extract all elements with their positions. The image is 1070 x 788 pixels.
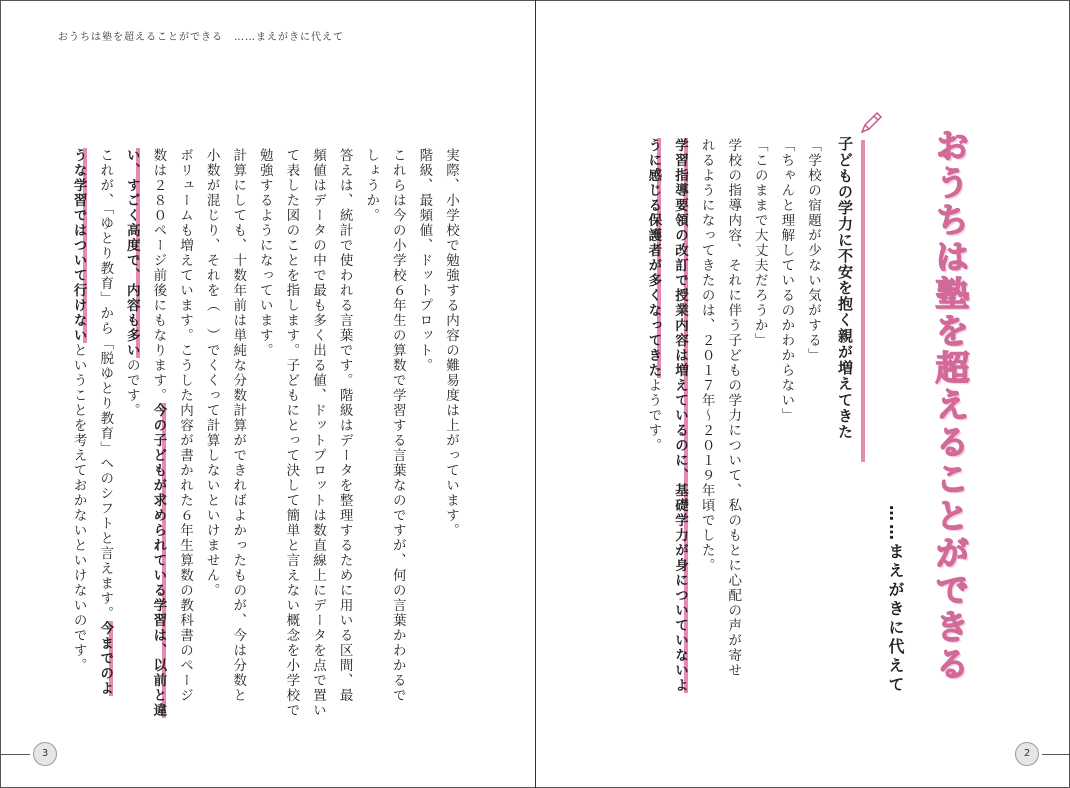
body-text: ということを考えておかないといけないのです。 [70, 343, 87, 673]
body-text: しょうか。 [363, 148, 380, 223]
text-column [411, 148, 437, 373]
section-heading-bar [861, 140, 865, 462]
body-text: ようです。 [645, 378, 662, 453]
emphasis-text: 今の子どもが求められている学習は、以前と違 [150, 403, 167, 718]
body-text: 勉強するようになっています。 [256, 148, 273, 358]
text-column [358, 148, 384, 223]
text-column [385, 148, 411, 703]
body-text: のです。 [123, 358, 140, 418]
body-text: 小数が混じり、それを（ ）でくくって計算しないといけません。 [203, 148, 220, 598]
text-column [332, 148, 358, 703]
body-text: 「ちゃんと理解しているのかわからない」 [778, 138, 795, 423]
gutter-line [535, 0, 536, 788]
body-text: 頻値はデータの中で最も多く出る値、ドットプロットは数直線上にデータを点で置い [310, 148, 326, 718]
chapter-subtitle: ……まえがきに代えて [886, 505, 905, 695]
text-column [252, 148, 278, 358]
running-head: おうちは塾を超えることができる ……まえがきに代えて [58, 32, 344, 43]
body-text: 数は２８０ページ前後にもなります。 [150, 148, 167, 403]
text-column [720, 138, 746, 678]
body-text: 答えは、統計で使われる言葉です。階級はデータを整理するために用いる区間、最 [336, 148, 353, 703]
text-column [278, 148, 304, 718]
text-column [305, 148, 331, 718]
text-column [800, 138, 826, 363]
text-column [694, 138, 720, 573]
text-column [199, 148, 225, 598]
text-column [225, 148, 251, 703]
text-column [747, 138, 773, 348]
text-column [640, 138, 666, 453]
text-column [66, 148, 92, 673]
page-number-rule-left [0, 754, 30, 755]
body-text: ボリュームも増えています。こうした内容が書かれた６年生算数の教科書のページ [177, 148, 193, 703]
body-text: これらは今の小学校６年生の算数で学習する言葉なのですが、何の言葉かわかるで [389, 148, 406, 703]
body-text: 「学校の宿題が少ない気がする」 [805, 138, 821, 363]
body-text: 計算にしても、十数年前は単純な分数計算ができればよかったものが、今は分数と [230, 148, 247, 703]
body-text: 「このままで大丈夫だろうか」 [751, 138, 768, 348]
text-column [172, 148, 198, 703]
emphasis-text: 今までのよ [97, 621, 114, 697]
body-text: 学校の指導内容、それに伴う子どもの学力について、私のもとに心配の声が寄せ [725, 138, 742, 678]
emphasis-text: うな学習ではついて行けない [70, 148, 87, 343]
text-column [92, 148, 118, 696]
chapter-title: おうちは塾を超えることができる [929, 128, 969, 683]
body-text: 実際、小学校で勉強する内容の難易度は上がっています。 [443, 148, 459, 538]
text-column [119, 148, 145, 418]
page-number-right: 2 [1015, 742, 1039, 766]
text-column [773, 138, 799, 423]
body-text: て表した図のことを指します。子どもにとって決して簡単と言えない概念を小学校で [283, 148, 300, 718]
pencil-icon [858, 110, 884, 136]
body-text: 階級、最頻値、ドットプロット。 [416, 148, 433, 373]
emphasis-text: うに感じる保護者が多くなってきた [645, 138, 662, 378]
emphasis-text: 学習指導要領の改訂で授業内容は増えているのに、基礎学力が身についていないよ [672, 138, 688, 693]
section-heading-text: 子どもの学力に不安を抱く親が増えてきた [836, 136, 854, 440]
page-number-left: 3 [33, 742, 57, 766]
text-column [145, 148, 171, 718]
text-column [667, 138, 693, 693]
body-text: れるようになってきたのは、２０１７年〜２０１９年頃でした。 [698, 138, 715, 573]
section-heading [835, 136, 865, 466]
body-text: これが、「ゆとり教育」から「脱ゆとり教育」へのシフトと言えます。 [97, 148, 114, 622]
page-number-rule-right [1042, 754, 1070, 755]
text-column [438, 148, 464, 538]
emphasis-text: い、すごく高度で、内容も多い [123, 148, 140, 358]
